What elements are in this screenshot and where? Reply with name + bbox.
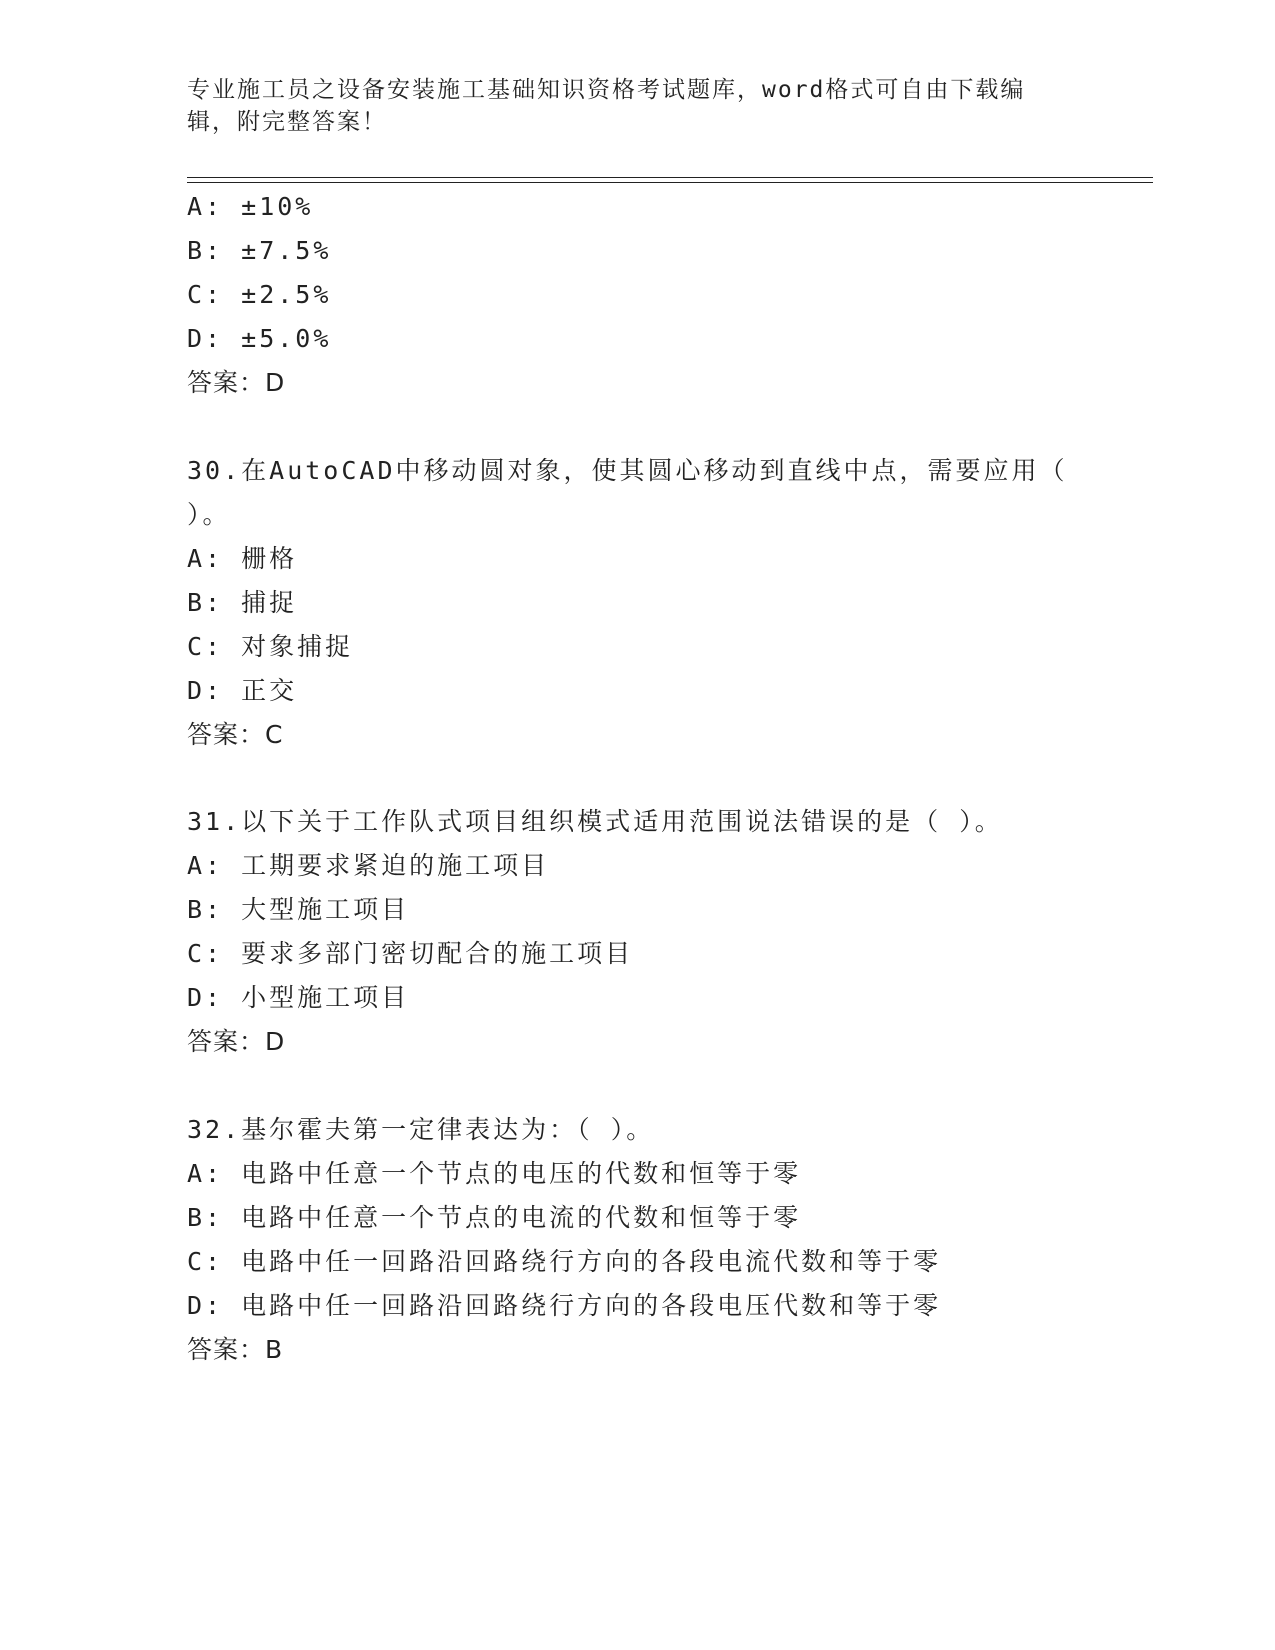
q31-answer: 答案：D [187,1027,286,1056]
q32-option-a: A: 电路中任意一个节点的电压的代数和恒等于零 [187,1159,802,1188]
q30-stem-line1: 30.在AutoCAD中移动圆对象，使其圆心移动到直线中点，需要应用（ [187,456,1068,485]
header-divider-bottom [187,182,1153,183]
q31-option-d: D: 小型施工项目 [187,983,410,1012]
document-header: 专业施工员之设备安装施工基础知识资格考试题库，word格式可自由下载编辑，附完整答案！ [187,77,1026,135]
q30-option-d: D: 正交 [187,676,298,705]
q31-option-b: B: 大型施工项目 [187,895,410,924]
q30-answer: 答案：C [187,720,284,749]
q30-option-b: B: 捕捉 [187,588,298,617]
q32-stem: 32.基尔霍夫第一定律表达为：（ ）。 [187,1115,655,1144]
q31-option-a: A: 工期要求紧迫的施工项目 [187,851,550,880]
q32-option-b: B: 电路中任意一个节点的电流的代数和恒等于零 [187,1203,802,1232]
q31-option-c: C: 要求多部门密切配合的施工项目 [187,939,634,968]
q29-option-d: D: ±5.0% [187,324,332,353]
q32-option-c: C: 电路中任一回路沿回路绕行方向的各段电流代数和等于零 [187,1247,942,1276]
q30-option-c: C: 对象捕捉 [187,632,354,661]
q31-stem: 31.以下关于工作队式项目组织模式适用范围说法错误的是（ ）。 [187,807,1003,836]
header-divider-top [187,177,1153,178]
q30-stem-line2: ）。 [187,500,231,529]
q30-option-a: A: 栅格 [187,544,298,573]
q29-option-c: C: ±2.5% [187,280,332,309]
q32-answer: 答案：B [187,1335,284,1364]
q32-option-d: D: 电路中任一回路沿回路绕行方向的各段电压代数和等于零 [187,1291,942,1320]
q29-option-a: A: ±10% [187,192,314,221]
q29-answer: 答案：D [187,368,286,397]
q29-option-b: B: ±7.5% [187,236,332,265]
